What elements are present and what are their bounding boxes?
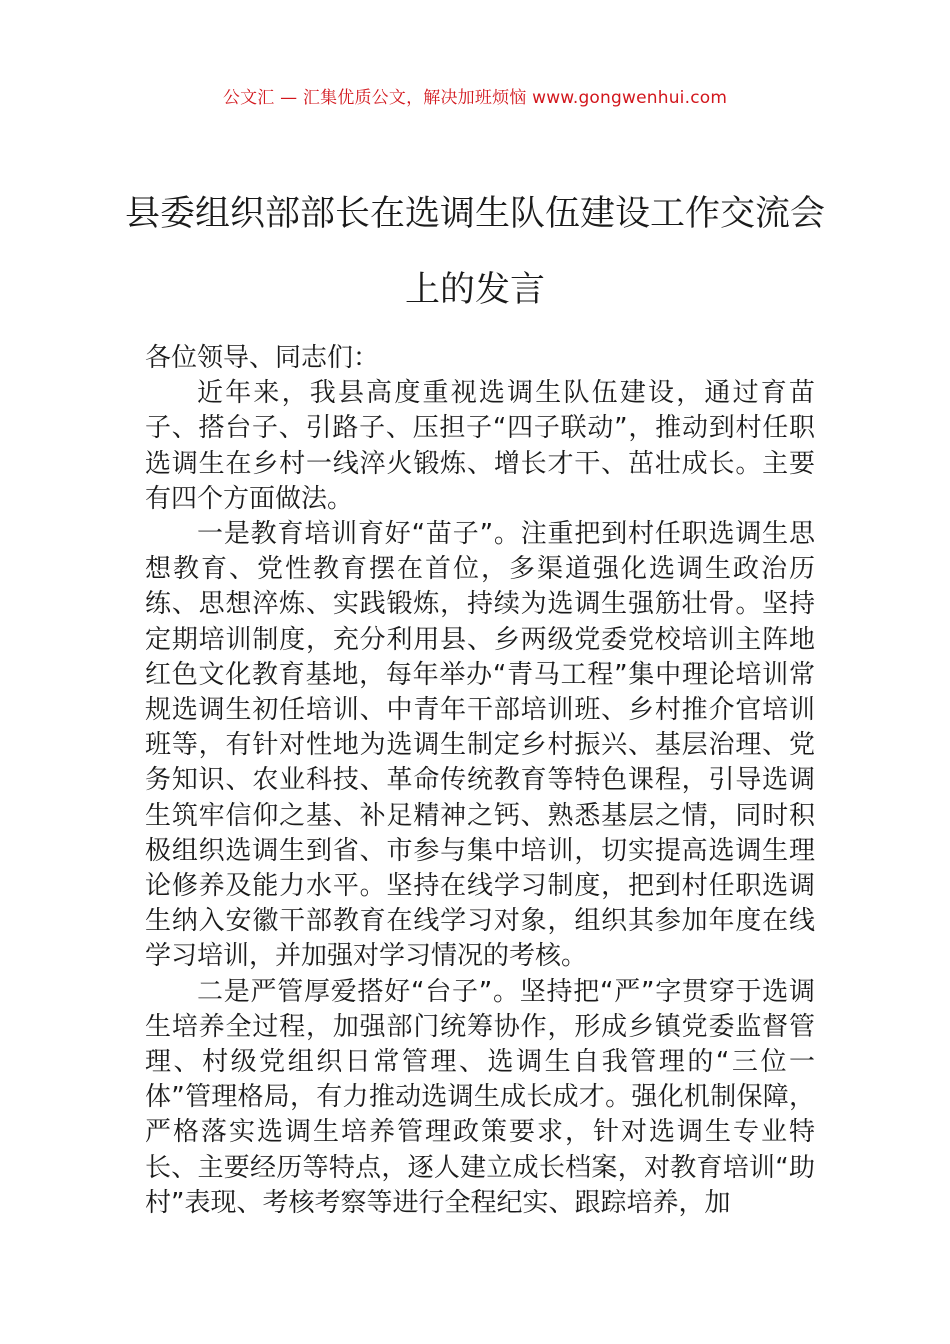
- paragraph-point-two: 二是严管厚爱搭好“台子”。坚持把“严”字贯穿于选调生培养全过程，加强部门统筹协作，形成乡镇党委监督管理、村级党组织日常管理、选调生自我管理的“三位一体”管理格局，有力推动选调生成长成才。强化机制保障，严格落实选调生培养管理政策要求，针对选调生专业特长、主要经历等特点，逐人建立成长档案，对教育培训“助村”表现、考核考察等进行全程纪实、跟踪培养，加: [145, 976, 815, 1218]
- salutation: 各位领导、同志们：: [145, 343, 380, 373]
- site-banner: 公文汇 — 汇集优质公文，解决加班烦恼 www.gongwenhui.com: [222, 88, 728, 108]
- paragraph-point-one: 一是教育培训育好“苗子”。注重把到村任职选调生思想教育、党性教育摆在首位，多渠道强化选调生政治历练、思想淬炼、实践锻炼，持续为选调生强筋壮骨。坚持定期培训制度，充分利用县、乡两级党委党校培训主阵地红色文化教育基地，每年举办“青马工程”集中理论培训常规选调生初任培训、中青年干部培训班、乡村推介官培训班等，有针对性地为选调生制定乡村振兴、基层治理、党务知识、农业科技、革命传统教育等特色课程，引导选调生筑牢信仰之基、补足精神之钙、熟悉基层之情，同时积极组织选调生到省、市参与集中培训，切实提高选调生理论修养及能力水平。坚持在线学习制度，把到村任职选调生纳入安徽干部教育在线学习对象，组织其参加年度在线学习培训，并加强对学习情况的考核。: [145, 519, 815, 972]
- document-title: 县委组织部部长在选调生队伍建设工作交流会上的发言: [124, 194, 825, 310]
- paragraph-intro: 近年来，我县高度重视选调生队伍建设，通过育苗子、搭台子、引路子、压担子“四子联动”，推动到村任职选调生在乡村一线淬火锻炼、增长才干、茁壮成长。主要有四个方面做法。: [145, 378, 815, 514]
- document-body: [145, 341, 815, 1221]
